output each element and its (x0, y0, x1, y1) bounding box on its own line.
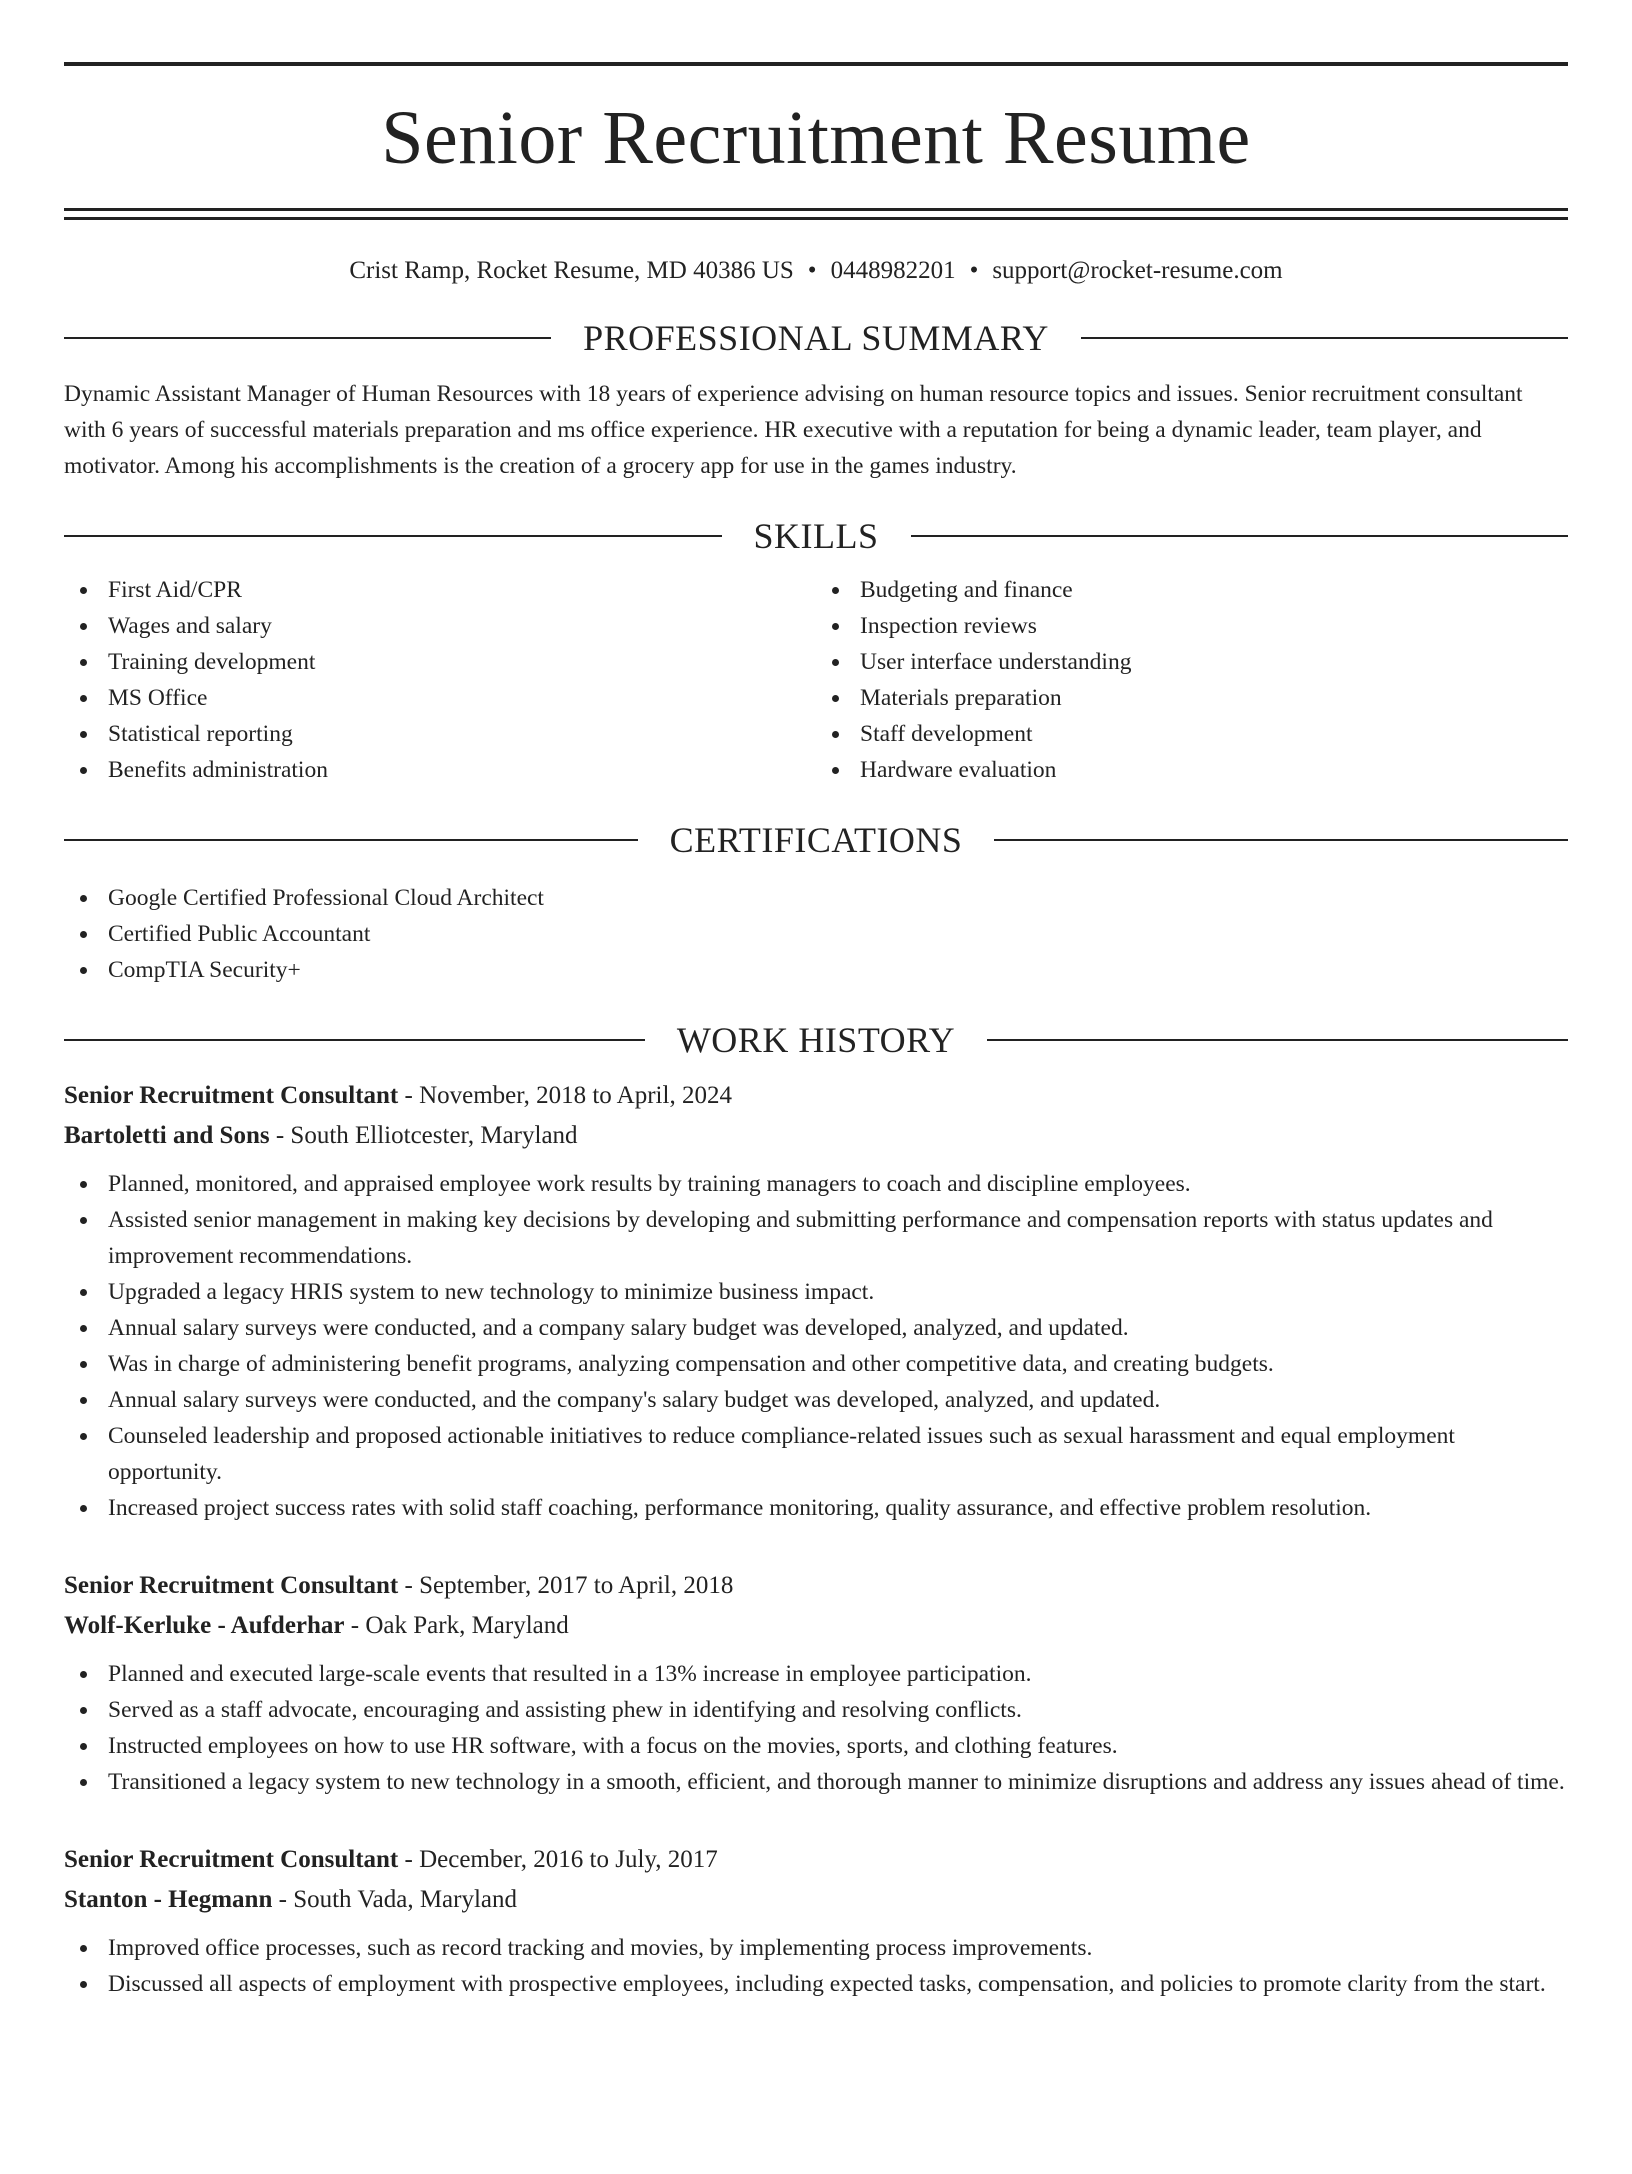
skill-item: Statistical reporting (64, 716, 816, 752)
job-company: Stanton - Hegmann (64, 1886, 273, 1913)
job-bullet: Was in charge of administering benefit programs, analyzing compensation and other competitive data, and creating budgets. (64, 1346, 1568, 1382)
divider-line (911, 535, 1569, 537)
job-dates: - December, 2016 to July, 2017 (398, 1846, 718, 1873)
section-heading-summary (64, 320, 1568, 356)
summary-text: Dynamic Assistant Manager of Human Resources with 18 years of experience advising on human resource topics and issues. Senior recruitment consultant with 6 years of successful materials preparation and ms office experience. HR executive with a reputation for being a dynamic leader, team player, and motivator. Among his accomplishments is the creation of a grocery app for use in the games industry. (64, 381, 1523, 479)
skill-item: Training development (64, 644, 816, 680)
job-bullet: Discussed all aspects of employment with prospective employees, including expected tasks, compensation, and policies to promote clarity from the start. (64, 1966, 1568, 2002)
section-heading-certifications (64, 822, 1568, 858)
skill-item: Benefits administration (64, 752, 816, 788)
title-double-rule (64, 208, 1568, 220)
job-dates: - November, 2018 to April, 2024 (398, 1082, 732, 1109)
certification-item: Google Certified Professional Cloud Architect (64, 880, 1568, 916)
job-bullet: Annual salary surveys were conducted, and the company's salary budget was developed, analyzed, and updated. (64, 1382, 1568, 1418)
job-bullets (64, 1656, 1568, 1800)
job-bullet: Counseled leadership and proposed actionable initiatives to reduce compliance-related issues such as sexual harassment and equal employment opportunity. (64, 1418, 1568, 1490)
skill-item: First Aid/CPR (64, 572, 816, 608)
top-rule (64, 62, 1568, 66)
job-entry (64, 1566, 1568, 1800)
job-bullets (64, 1930, 1568, 2002)
job-location: - South Elliotcester, Maryland (269, 1122, 578, 1149)
certification-item: CompTIA Security+ (64, 952, 1568, 988)
job-dates: - September, 2017 to April, 2018 (398, 1572, 734, 1599)
section-title: WORK HISTORY (676, 1020, 956, 1060)
divider-line (64, 535, 722, 537)
job-company: Wolf-Kerluke - Aufderhar (64, 1612, 345, 1639)
job-title-line (64, 1566, 1568, 1606)
skill-item: MS Office (64, 680, 816, 716)
job-bullet: Assisted senior management in making key decisions by developing and submitting performance and compensation reports with status updates and improvement recommendations. (64, 1202, 1568, 1274)
skills-column-left (64, 572, 816, 788)
divider-line (64, 1039, 645, 1041)
contact-address: Crist Ramp, Rocket Resume, MD 40386 US (349, 257, 794, 284)
job-title: Senior Recruitment Consultant (64, 1082, 399, 1109)
job-company-line (64, 1116, 1568, 1156)
skill-item: Staff development (816, 716, 1568, 752)
job-company: Bartoletti and Sons (64, 1122, 270, 1149)
section-title: PROFESSIONAL SUMMARY (583, 318, 1049, 358)
contact-email[interactable]: support@rocket-resume.com (992, 257, 1283, 284)
section-title: SKILLS (753, 516, 879, 556)
job-bullet: Planned, monitored, and appraised employee work results by training managers to coach and discipline employees. (64, 1166, 1568, 1202)
job-company-line (64, 1880, 1568, 1920)
job-location: - South Vada, Maryland (272, 1886, 518, 1913)
divider-line (64, 337, 551, 339)
resume-page (0, 62, 1632, 2174)
section-title: CERTIFICATIONS (669, 820, 963, 860)
divider-line (987, 1039, 1568, 1041)
certifications-list (64, 880, 1568, 988)
job-title: Senior Recruitment Consultant (64, 1572, 399, 1599)
skills-list (64, 572, 1568, 788)
section-heading-skills (64, 518, 1568, 554)
contact-separator: • (969, 257, 979, 284)
skills-column-right (816, 572, 1568, 788)
job-bullet: Instructed employees on how to use HR software, with a focus on the movies, sports, and clothing features. (64, 1728, 1568, 1764)
skill-item: Inspection reviews (816, 608, 1568, 644)
divider-line (994, 839, 1568, 841)
skill-item: Wages and salary (64, 608, 816, 644)
job-bullet: Transitioned a legacy system to new technology in a smooth, efficient, and thorough manner to minimize disruptions and address any issues ahead of time. (64, 1764, 1568, 1800)
job-bullet: Upgraded a legacy HRIS system to new technology to minimize business impact. (64, 1274, 1568, 1310)
job-entry (64, 1840, 1568, 2002)
skill-item: Budgeting and finance (816, 572, 1568, 608)
skill-item: Hardware evaluation (816, 752, 1568, 788)
certification-item: Certified Public Accountant (64, 916, 1568, 952)
resume-title: Senior Recruitment Resume (381, 96, 1251, 180)
job-bullet: Annual salary surveys were conducted, and a company salary budget was developed, analyzed, and updated. (64, 1310, 1568, 1346)
divider-line (1081, 337, 1568, 339)
job-company-line (64, 1606, 1568, 1646)
job-title: Senior Recruitment Consultant (64, 1846, 399, 1873)
contact-line (64, 256, 1568, 286)
job-entry (64, 1076, 1568, 1526)
job-bullet: Improved office processes, such as record tracking and movies, by implementing process improvements. (64, 1930, 1568, 1966)
contact-separator: • (807, 257, 817, 284)
section-heading-work-history (64, 1022, 1568, 1058)
job-location: - Oak Park, Maryland (344, 1612, 569, 1639)
job-title-line (64, 1076, 1568, 1116)
job-bullet: Increased project success rates with solid staff coaching, performance monitoring, quality assurance, and effective problem resolution. (64, 1490, 1568, 1526)
skill-item: Materials preparation (816, 680, 1568, 716)
skill-item: User interface understanding (816, 644, 1568, 680)
job-bullets (64, 1166, 1568, 1526)
job-bullet: Served as a staff advocate, encouraging and assisting phew in identifying and resolving conflicts. (64, 1692, 1568, 1728)
job-title-line (64, 1840, 1568, 1880)
job-bullet: Planned and executed large-scale events that resulted in a 13% increase in employee participation. (64, 1656, 1568, 1692)
contact-phone: 0448982201 (830, 257, 956, 284)
divider-line (64, 839, 638, 841)
